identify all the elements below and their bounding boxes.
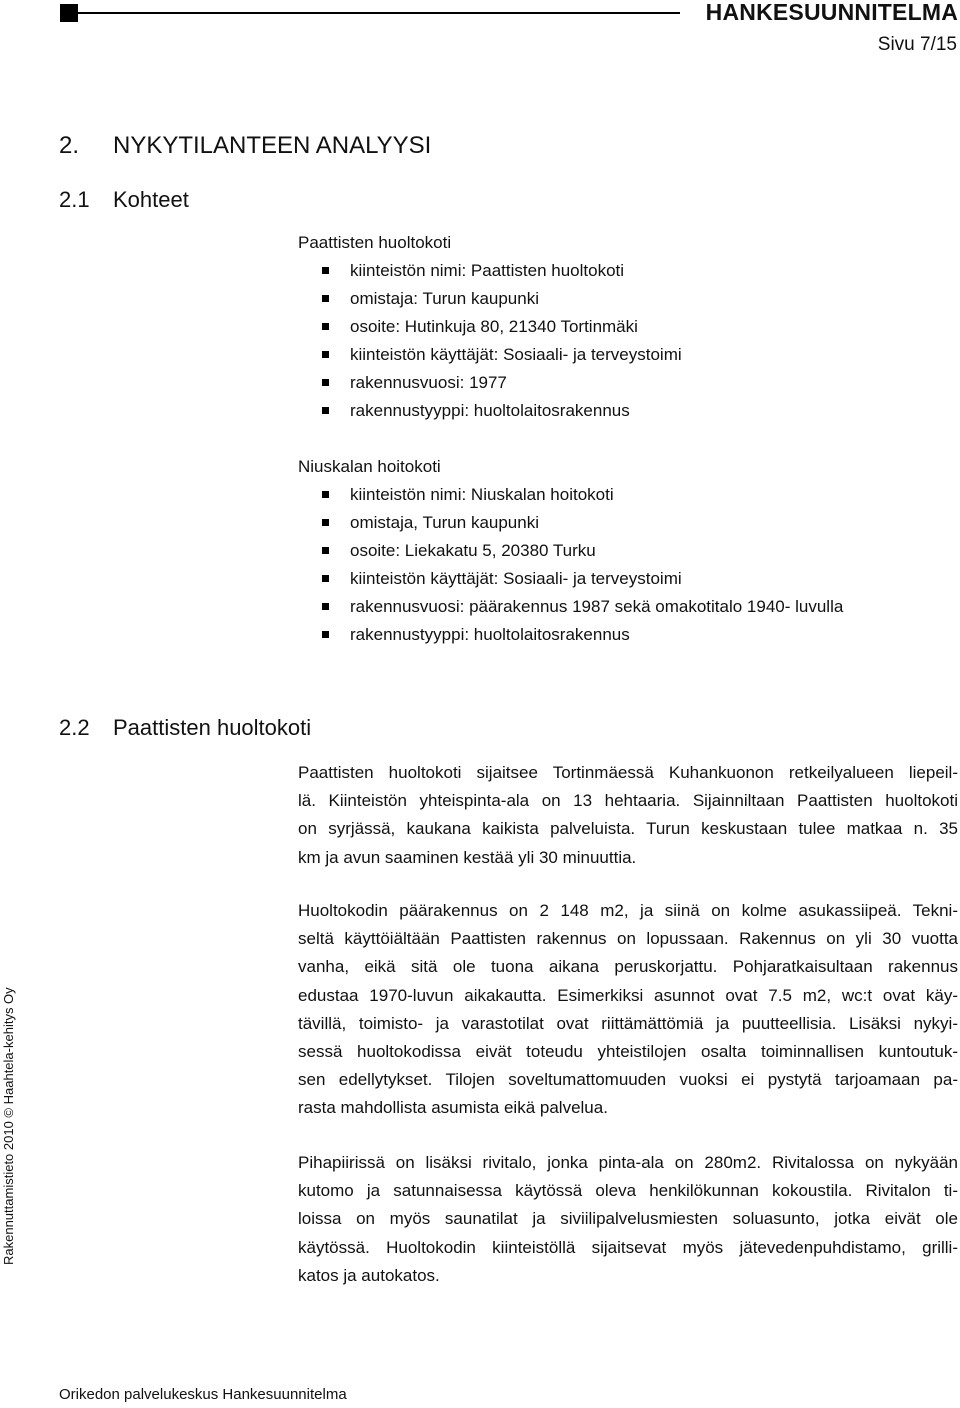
- bullet-icon: [322, 267, 329, 274]
- list-item: osoite: Liekakatu 5, 20380 Turku: [298, 537, 898, 565]
- list-item: kiinteistön käyttäjät: Sosiaali- ja terveystoimi: [298, 341, 898, 369]
- bullet-icon: [322, 519, 329, 526]
- list-item: omistaja, Turun kaupunki: [298, 509, 898, 537]
- document-title: HANKESUUNNITELMA: [705, 0, 958, 25]
- bullet-icon: [322, 491, 329, 498]
- subsection-heading: [59, 187, 189, 213]
- list-item: rakennustyyppi: huoltolaitosrakennus: [298, 621, 898, 649]
- subsection-title: Kohteet: [113, 187, 189, 212]
- property-title: Niuskalan hoitokoti: [298, 457, 441, 476]
- bullet-icon: [322, 547, 329, 554]
- list-item: osoite: Hutinkuja 80, 21340 Tortinmäki: [298, 313, 898, 341]
- list-item: kiinteistön nimi: Niuskalan hoitokoti: [298, 481, 898, 509]
- list-item: kiinteistön käyttäjät: Sosiaali- ja terveystoimi: [298, 565, 898, 593]
- property-title: Paattisten huoltokoti: [298, 233, 452, 252]
- body-paragraph: Paattisten huoltokoti sijaitsee Tortinmäessä Kuhankuonon retkeilyalueen liepeil- lä. Kiinteistön yhteispinta-ala on 13 hehtaaria. Sijainniltaan Paattisten huoltokoti on syrjässä, kaukana kaikista palveluista. Turun keskustaan tulee matkaa n. 35 km ja avun saaminen kestää yli 30 minuuttia.: [298, 763, 958, 867]
- header-square-mark: [60, 4, 78, 22]
- list-item: rakennustyyppi: huoltolaitosrakennus: [298, 397, 898, 425]
- property-block: [298, 229, 898, 425]
- section-title: NYKYTILANTEEN ANALYYSI: [113, 132, 432, 159]
- header-rule: [78, 12, 680, 14]
- bullet-icon: [322, 323, 329, 330]
- list-item: rakennusvuosi: 1977: [298, 369, 898, 397]
- page-number: Sivu 7/15: [877, 34, 957, 55]
- body-paragraph: Huoltokodin päärakennus on 2 148 m2, ja siinä on kolme asukassiipeä. Tekni- seltä käyttöiältään Paattisten rakennus on lopussaan. Rakennus on yli 30 vuotta vanha, eikä sitä ole tuona aikana peruskorjattu. Pohjaratkaisultaan rakennus edustaa 1970-luvun aikakautta. Esimerkiksi asunnot ovat 7.5 m2, wc:t ovat käy- tävillä, toimisto- ja varastotilat ovat riittämättömiä ja puutteellisia. Lisäksi nykyi- sessä huoltokodissa eivät toteudu yhteistilojen osalta toiminnallisen kuntoutuk- sen edellytykset. Tilojen soveltumattomuuden vuoksi ei pystytä tarjoamaan pa- rasta mahdollista asumista eikä palvelua.: [298, 901, 958, 1118]
- page-footer: Orikedon palvelukeskus Hankesuunnitelma: [59, 1386, 347, 1403]
- subsection-number: 2.2: [59, 715, 90, 740]
- section-heading: [59, 132, 431, 160]
- subsection-title: Paattisten huoltokoti: [113, 715, 312, 740]
- list-item: rakennusvuosi: päärakennus 1987 sekä omakotitalo 1940- luvulla: [298, 593, 898, 621]
- bullet-icon: [322, 295, 329, 302]
- property-list: [298, 481, 898, 649]
- bullet-icon: [322, 351, 329, 358]
- side-copyright: Rakennuttamistieto 2010 © Haahtela-kehitys Oy: [1, 987, 16, 1265]
- subsection-number: 2.1: [59, 187, 90, 212]
- bullet-icon: [322, 631, 329, 638]
- list-item: omistaja: Turun kaupunki: [298, 285, 898, 313]
- body-paragraph: Pihapiirissä on lisäksi rivitalo, jonka pinta-ala on 280m2. Rivitalossa on nykyään kutomo ja satunnaisessa käytössä oleva henkilökunnan kokoustila. Rivitalon ti- loissa on myös saunatilat ja siviilipalvelusmiesten soluasunto, jotka eivät ole käytössä. Huoltokodin kiinteistöllä sijaitsevat myös jätevedenpuhdistamo, grilli- katos ja autokatos.: [298, 1153, 958, 1285]
- bullet-icon: [322, 407, 329, 414]
- property-block: [298, 453, 898, 649]
- property-list: [298, 257, 898, 425]
- bullet-icon: [322, 379, 329, 386]
- bullet-icon: [322, 575, 329, 582]
- section-number: 2.: [59, 132, 80, 159]
- subsection-heading: [59, 715, 311, 741]
- list-item: kiinteistön nimi: Paattisten huoltokoti: [298, 257, 898, 285]
- bullet-icon: [322, 603, 329, 610]
